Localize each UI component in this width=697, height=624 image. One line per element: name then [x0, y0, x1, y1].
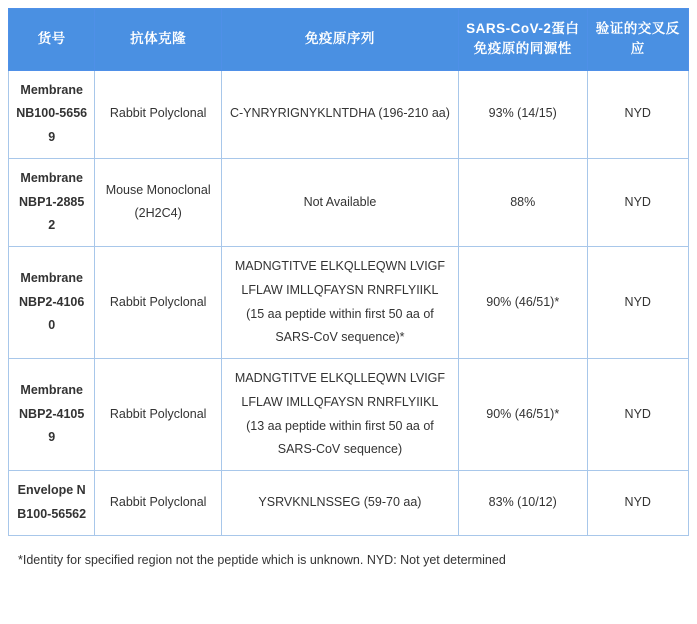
- cell-clone: Mouse Monoclonal (2H2C4): [95, 158, 222, 246]
- sequence-line: (13 aa peptide within first 50 aa of SARS-CoV sequence): [246, 418, 434, 457]
- cell-homology: 83% (10/12): [458, 471, 587, 536]
- cell-cross-reactivity: NYD: [587, 359, 688, 471]
- column-header-clone: 抗体克隆: [95, 9, 222, 71]
- sequence-line: MADNGTITVE ELKQLLEQWN LVIGF: [234, 371, 446, 385]
- column-header-immunogen-sequence: 免疫原序列: [221, 9, 458, 71]
- table-row: [9, 359, 689, 471]
- cell-catalog: Membrane NBP2-41059: [9, 359, 95, 471]
- sequence-line: YSRVKNLNSSEG (59-70 aa): [258, 494, 422, 509]
- antibody-table: [8, 8, 689, 536]
- cell-sequence: [221, 359, 458, 471]
- cell-cross-reactivity: NYD: [587, 471, 688, 536]
- column-header-catalog: 货号: [9, 9, 95, 71]
- table-row: [9, 70, 689, 158]
- sequence-line: C-YNRYRIGNYKLNTDHA (196-210 aa): [229, 106, 450, 121]
- table-body: [9, 70, 689, 535]
- table-footnote: *Identity for specified region not the peptide which is unknown. NYD: Not yet determined: [18, 552, 506, 567]
- cell-catalog: Membrane NB100-56569: [9, 70, 95, 158]
- sequence-line: MADNGTITVE ELKQLLEQWN LVIGF: [234, 259, 446, 273]
- sequence-line: LFLAW IMLLQFAYSN RNRFLYIIKL: [241, 394, 439, 409]
- column-header-homology: SARS-CoV-2蛋白免疫原的同源性: [458, 9, 587, 71]
- sequence-line: LFLAW IMLLQFAYSN RNRFLYIIKL: [241, 282, 439, 297]
- cell-sequence: [221, 158, 458, 246]
- cell-catalog: Envelope NB100-56562: [9, 471, 95, 536]
- cell-clone: Rabbit Polyclonal: [95, 247, 222, 359]
- cell-homology: 93% (14/15): [458, 70, 587, 158]
- cell-catalog: Membrane NBP1-28852: [9, 158, 95, 246]
- cell-clone: Rabbit Polyclonal: [95, 70, 222, 158]
- cell-sequence: [221, 471, 458, 536]
- cell-cross-reactivity: NYD: [587, 70, 688, 158]
- cell-cross-reactivity: NYD: [587, 158, 688, 246]
- sequence-line: (15 aa peptide within first 50 aa of SARS-CoV sequence)*: [246, 306, 434, 345]
- table-row: [9, 158, 689, 246]
- table-row: [9, 247, 689, 359]
- sequence-line: Not Available: [303, 194, 377, 209]
- table-header: [9, 9, 689, 71]
- cell-homology: 90% (46/51)*: [458, 359, 587, 471]
- cell-homology: 90% (46/51)*: [458, 247, 587, 359]
- cell-sequence: [221, 70, 458, 158]
- cell-clone: Rabbit Polyclonal: [95, 359, 222, 471]
- table-header-row: [9, 9, 689, 71]
- cell-sequence: [221, 247, 458, 359]
- cell-homology: 88%: [458, 158, 587, 246]
- cell-clone: Rabbit Polyclonal: [95, 471, 222, 536]
- cell-cross-reactivity: NYD: [587, 247, 688, 359]
- cell-catalog: Membrane NBP2-41060: [9, 247, 95, 359]
- table-row: [9, 471, 689, 536]
- column-header-cross-reactivity: 验证的交叉反应: [587, 9, 688, 71]
